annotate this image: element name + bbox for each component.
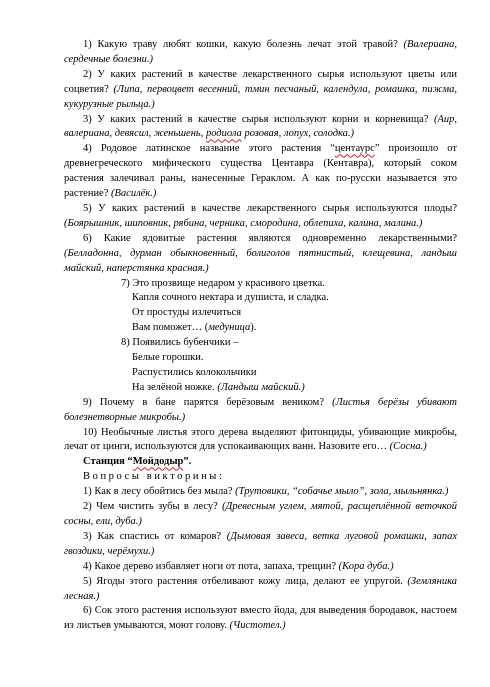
question-text: 1) Какую траву любят кошки, какую болезнь лечат этой травой? bbox=[83, 39, 398, 50]
question-text: 6) Сок этого растения используют вместо йода, для выведения бородавок, настоем из листьев умываются, моют голову. bbox=[64, 605, 457, 632]
spellcheck-marked-word: Мойдодыр bbox=[132, 456, 184, 468]
question-5 bbox=[64, 202, 457, 232]
spellcheck-marked-word: центаурс bbox=[334, 143, 375, 155]
question-3 bbox=[64, 113, 457, 143]
question-text: 1) Как в лесу обойтись без мыла? bbox=[83, 486, 233, 498]
verse-line: От простуды излечиться bbox=[132, 307, 242, 319]
question-1 bbox=[64, 38, 457, 68]
question-text: 2) Чем чистить зубы в лесу? bbox=[83, 501, 218, 513]
answer-text: (Аир, валериана, девясил, женьшень, родиола розовая, лопух, солодка.) bbox=[64, 113, 457, 140]
answer-text: (Липа, первоцвет весенний, тмин песчаный, календула, ромашка, пижма, кукурузные рыльца.) bbox=[64, 83, 458, 110]
answer-text: (Дымовая завеса, ветка луговой ромашки, запах гвоздики, черёмухи.) bbox=[64, 530, 457, 557]
quiz-question-1 bbox=[64, 485, 457, 500]
question-text: 6) Какие ядовитые растения являются одновременно лекарственными? bbox=[83, 232, 457, 244]
question-text: 3) Как спастись от комаров? bbox=[83, 530, 222, 542]
question-2 bbox=[64, 68, 457, 113]
answer-text: (Белладонна, дурман обыкновенный, болиголов пятнистый, клещевина, ландыш майский, наперстянка красная.) bbox=[64, 247, 457, 274]
verse-line: Вам поможет… (медуница). bbox=[132, 322, 257, 334]
spellcheck-marked-word: родиола bbox=[205, 128, 242, 140]
verse-line: 7) Это прозвище недаром у красивого цветка. bbox=[121, 277, 325, 289]
quiz-question-2 bbox=[64, 500, 457, 530]
quiz-question-4 bbox=[64, 560, 457, 575]
verse-line: На зелёной ножке. (Ландыш майский.) bbox=[132, 381, 305, 393]
answer-text: (Чистотел.) bbox=[229, 620, 286, 632]
answer-text: (Древесным углем, мятой, расщеплённой веточкой сосны, ели, дуба.) bbox=[64, 501, 458, 527]
question-text: 9) Почему в бане парятся берёзовым веником? bbox=[83, 396, 324, 408]
answer-text: (Валериана, сердечные болезни.) bbox=[64, 39, 457, 65]
question-text: 5) У каких растений в качестве лекарственного сырья используются плоды? bbox=[83, 202, 457, 214]
riddle-8 bbox=[64, 336, 457, 396]
question-text: 10) Необычные листья этого дерева выделяют фитонциды, убивающие микробы, лечат от цинги, используются для успокаивающих ванн. Назовите его… bbox=[64, 426, 457, 453]
answer-text: (Ландыш майский.) bbox=[217, 381, 305, 393]
document-body bbox=[64, 38, 457, 634]
question-10 bbox=[64, 426, 457, 456]
answer-text: медуница bbox=[208, 322, 251, 334]
verse-line: 8) Появились бубенчики – bbox=[121, 337, 239, 349]
question-text: 4) Какое дерево избавляет ноги от пота, запаха, трещин? bbox=[83, 560, 337, 572]
verse-line: Капля сочного нектара и душиста, и сладка. bbox=[132, 292, 329, 304]
answer-text: (Земляника лесная.) bbox=[64, 575, 458, 602]
question-text: 3) У каких растений в качестве сырья используют корни и корневища? bbox=[83, 113, 429, 125]
quiz-heading: Вопросы викторины: bbox=[83, 471, 225, 483]
answer-text: (Боярышник, шиповник, рябина, черника, смородина, облепиха, калина, малина.) bbox=[64, 217, 423, 229]
question-6 bbox=[64, 232, 457, 277]
quiz-question-5 bbox=[64, 575, 457, 605]
answer-text: (Василёк.) bbox=[111, 188, 157, 200]
question-text: 4) Родовое латинское название этого растения “центаурс” произошло от древнегреческого мифического существа Центавра (Кентавра), который соком растения залечивал раны, нанесенные Гераклом. А как по-русски называется это растение? bbox=[64, 143, 457, 200]
verse-line: Распустились колокольчики bbox=[132, 366, 257, 378]
quiz-question-6 bbox=[64, 604, 457, 634]
verse-line: Белые горошки. bbox=[132, 352, 204, 364]
station-heading: Станция “Мойдодыр”. bbox=[83, 456, 192, 468]
answer-text: (Листья берёзы убивают болезнетворные микробы.) bbox=[64, 396, 458, 423]
question-text: 2) У каких растений в качестве лекарственного сырья используют цветы или соцветия? bbox=[64, 68, 457, 95]
answer-text: (Трутовики, “собачье мыло”, зола, мыльнянка.) bbox=[235, 486, 449, 498]
question-9 bbox=[64, 396, 457, 426]
answer-text: (Кора дуба.) bbox=[338, 560, 394, 572]
answer-text: (Сосна.) bbox=[389, 441, 427, 453]
question-4 bbox=[64, 142, 457, 202]
riddle-7 bbox=[64, 277, 457, 337]
quiz-question-3 bbox=[64, 530, 457, 560]
question-text: 5) Ягоды этого растения отбеливают кожу лица, делают ее упругой. bbox=[83, 575, 403, 587]
